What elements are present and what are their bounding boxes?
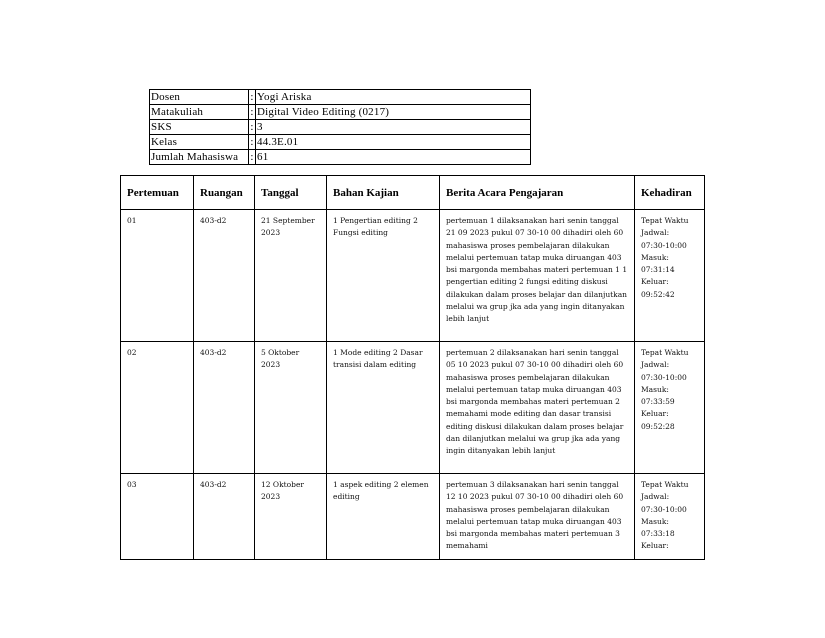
info-row-sks xyxy=(150,120,531,135)
cell-kehadiran xyxy=(635,342,705,474)
cell-kehadiran xyxy=(635,210,705,342)
header-berita-acara: Berita Acara Pengajaran xyxy=(440,176,635,210)
check-out-label: Keluar: xyxy=(641,409,669,419)
cell-tanggal: 5 Oktober 2023 xyxy=(255,342,327,474)
cell-kehadiran xyxy=(635,474,705,560)
check-out-time: 09:52:42 xyxy=(641,289,675,299)
check-in-time: 07:31:14 xyxy=(641,265,675,275)
table-row xyxy=(121,342,705,474)
cell-berita-acara: pertemuan 1 dilaksanakan hari senin tanggal 21 09 2023 pukul 07 30-10 00 dihadiri oleh 60 mahasiswa proses pembelajaran dilakukan melalui pertemuan tatap muka diruangan 403 bsi margonda membahas materi pertemuan 1 1 pengertian editing 2 fungsi editing diskusi dilakukan dalam proses belajar dan dilanjutkan melalui wa grup jka ada yang ingin ditanyakan lebih lanjut xyxy=(440,210,635,342)
info-row-dosen xyxy=(150,90,531,105)
info-separator: : xyxy=(250,150,254,163)
info-value: 44.3E.01 xyxy=(256,135,531,150)
table-row xyxy=(121,474,705,560)
info-label: Jumlah Mahasiswa xyxy=(150,150,249,165)
info-label: Dosen xyxy=(150,90,249,105)
cell-pertemuan: 02 xyxy=(121,342,194,474)
info-value: 61 xyxy=(256,150,531,165)
check-in-label: Masuk: xyxy=(641,252,669,262)
info-row-kelas xyxy=(150,135,531,150)
info-separator: : xyxy=(250,135,254,148)
cell-tanggal: 21 September 2023 xyxy=(255,210,327,342)
schedule-label: Jadwal: xyxy=(641,360,670,370)
check-in-label: Masuk: xyxy=(641,516,669,526)
table-header xyxy=(121,176,705,210)
check-out-label: Keluar: xyxy=(641,541,669,551)
schedule-time: 07:30-10:00 xyxy=(641,504,687,514)
schedule-label: Jadwal: xyxy=(641,492,670,502)
info-row-matakuliah xyxy=(150,105,531,120)
cell-ruangan: 403-d2 xyxy=(194,342,255,474)
info-separator: : xyxy=(250,120,254,133)
header-pertemuan: Pertemuan xyxy=(121,176,194,210)
header-kehadiran: Kehadiran xyxy=(635,176,705,210)
check-in-time: 07:33:18 xyxy=(641,529,675,539)
cell-berita-acara: pertemuan 2 dilaksanakan hari senin tanggal 05 10 2023 pukul 07 30-10 00 dihadiri oleh 60 mahasiswa proses pembelajaran dilakukan melalui pertemuan tatap muka diruangan 403 bsi margonda membahas materi pertemuan 2 memahami mode editing dan dasar transisi editing diskusi dilakukan dalam proses belajar dan dilanjutkan melalui wa grup jka ada yang ingin ditanyakan lebih lanjut xyxy=(440,342,635,474)
attendance-status: Tepat Waktu xyxy=(641,348,689,357)
schedule-time: 07:30-10:00 xyxy=(641,240,687,250)
info-value: 3 xyxy=(256,120,531,135)
cell-ruangan: 403-d2 xyxy=(194,474,255,560)
cell-pertemuan: 01 xyxy=(121,210,194,342)
course-info-table xyxy=(149,89,531,165)
info-label: Kelas xyxy=(150,135,249,150)
header-tanggal: Tanggal xyxy=(255,176,327,210)
info-label: SKS xyxy=(150,120,249,135)
schedule-label: Jadwal: xyxy=(641,228,670,238)
attendance-status: Tepat Waktu xyxy=(641,480,689,489)
info-label: Matakuliah xyxy=(150,105,249,120)
check-in-time: 07:33:59 xyxy=(641,397,675,407)
check-in-label: Masuk: xyxy=(641,384,669,394)
header-bahan-kajian: Bahan Kajian xyxy=(327,176,440,210)
schedule-time: 07:30-10:00 xyxy=(641,372,687,382)
cell-tanggal: 12 Oktober 2023 xyxy=(255,474,327,560)
cell-bahan-kajian: 1 Pengertian editing 2 Fungsi editing xyxy=(327,210,440,342)
check-out-time: 09:52:28 xyxy=(641,421,675,431)
info-separator: : xyxy=(250,90,254,103)
table-row xyxy=(121,210,705,342)
cell-bahan-kajian: 1 aspek editing 2 elemen editing xyxy=(327,474,440,560)
cell-berita-acara: pertemuan 3 dilaksanakan hari senin tanggal 12 10 2023 pukul 07 30-10 00 dihadiri oleh 60 mahasiswa proses pembelajaran dilakukan melalui pertemuan tatap muka diruangan 403 bsi margonda membahas materi pertemuan 3 memahami xyxy=(440,474,635,560)
info-value: Digital Video Editing (0217) xyxy=(256,105,531,120)
info-row-jumlah xyxy=(150,150,531,165)
info-value: Yogi Ariska xyxy=(256,90,531,105)
attendance-status: Tepat Waktu xyxy=(641,216,689,225)
cell-bahan-kajian: 1 Mode editing 2 Dasar transisi dalam editing xyxy=(327,342,440,474)
cell-pertemuan: 03 xyxy=(121,474,194,560)
cell-ruangan: 403-d2 xyxy=(194,210,255,342)
info-separator: : xyxy=(250,105,254,118)
header-ruangan: Ruangan xyxy=(194,176,255,210)
check-out-label: Keluar: xyxy=(641,277,669,287)
attendance-table xyxy=(120,175,705,560)
